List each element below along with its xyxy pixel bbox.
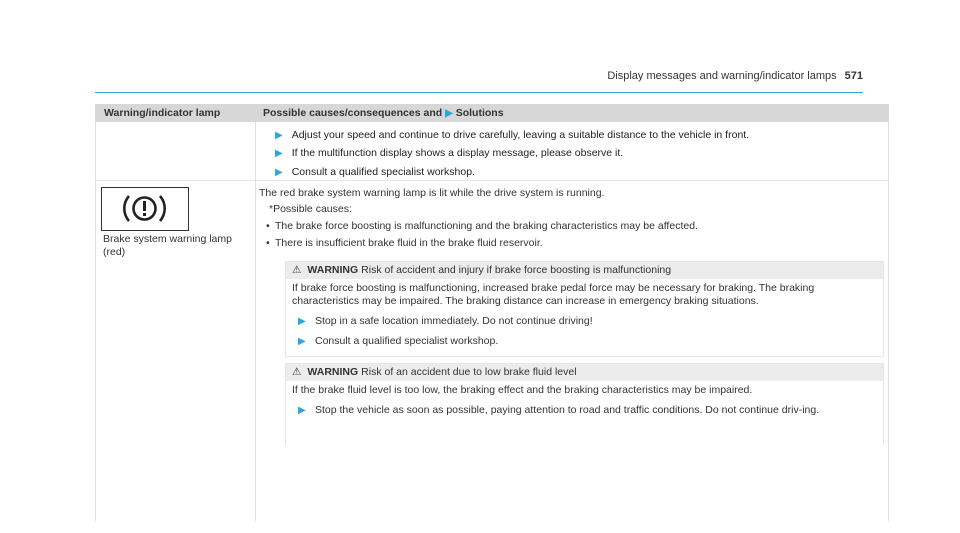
warning-step: ▶ Stop the vehicle as soon as possible, paying attention to road and traffic conditions. Do not continue driv-ing. xyxy=(298,404,820,416)
warning-triangle-icon: ⚠ xyxy=(292,366,302,378)
warning-text: If the brake fluid level is too low, the braking effect and the braking characteristics may be impaired. xyxy=(292,384,753,396)
cause-item: • There is insufficient brake fluid in the brake fluid reservoir. xyxy=(275,237,875,250)
brake-warning-lamp-icon xyxy=(101,187,189,231)
page-header xyxy=(607,70,863,82)
lamp-label: Brake system warning lamp (red) xyxy=(103,233,232,258)
page-number: 571 xyxy=(844,70,863,82)
warning-box xyxy=(285,261,884,357)
header-title: Display messages and warning/indicator lamps xyxy=(607,70,837,82)
warning-body xyxy=(286,279,883,356)
cause-item: • The brake force boosting is malfunctioning and the braking characteristics may be affected. xyxy=(275,220,875,233)
table-header xyxy=(95,104,889,122)
step-arrow-icon: ▶ xyxy=(298,316,306,327)
warning-body xyxy=(286,381,883,420)
table-border-right xyxy=(888,122,889,521)
warning-header: ⚠ WARNING Risk of an accident due to low brake fluid level xyxy=(286,364,883,381)
header-rule xyxy=(95,92,863,93)
solution-step: ▶ Adjust your speed and continue to drive carefully, leaving a suitable distance to the vehicle in front. xyxy=(275,129,750,141)
table-row xyxy=(95,122,889,181)
step-arrow-icon: ▶ xyxy=(275,148,283,159)
solution-arrow-icon: ▶ xyxy=(445,108,453,119)
warning-step: ▶ Consult a qualified specialist workshop. xyxy=(298,335,499,347)
warning-text: If brake force boosting is malfunctioning, increased brake pedal force may be necessary for braking. The braking characteristics may be impaired. The braking distance can increase in emergency braking situations. xyxy=(292,282,815,307)
step-arrow-icon: ▶ xyxy=(275,167,283,178)
column-header-lamp: Warning/indicator lamp xyxy=(104,107,221,119)
intro-text: The red brake system warning lamp is lit while the drive system is running. xyxy=(259,187,605,199)
step-arrow-icon: ▶ xyxy=(298,336,306,347)
table-border-left xyxy=(95,122,96,521)
solution-step: ▶ If the multifunction display shows a display message, please observe it. xyxy=(275,147,624,159)
step-arrow-icon: ▶ xyxy=(275,130,283,141)
column-header-causes: Possible causes/consequences and ▶ Solutions xyxy=(263,107,504,119)
warning-box xyxy=(285,363,884,444)
warning-lamp-table xyxy=(95,104,889,416)
warning-header: ⚠ WARNING Risk of accident and injury if brake force boosting is malfunctioning xyxy=(286,262,883,279)
step-arrow-icon: ▶ xyxy=(298,405,306,416)
column-divider xyxy=(255,122,256,521)
warning-triangle-icon: ⚠ xyxy=(292,264,302,276)
warning-step: ▶ Stop in a safe location immediately. Do not continue driving! xyxy=(298,315,593,327)
solution-step: ▶ Consult a qualified specialist workshop. xyxy=(275,166,475,178)
causes-heading: *Possible causes: xyxy=(269,203,352,215)
